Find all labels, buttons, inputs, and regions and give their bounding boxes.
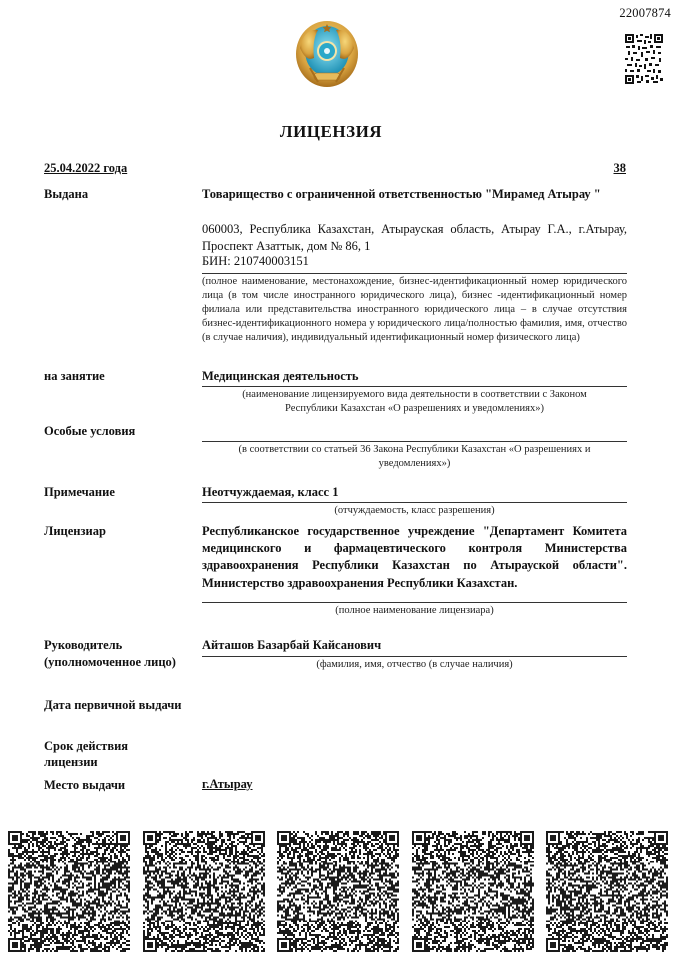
licensee-name: Товарищество с ограниченной ответственностью "Мирамед Атырау ": [202, 187, 601, 201]
page-title: ЛИЦЕНЗИЯ: [279, 122, 383, 141]
licensee-hint: (полное наименование, местонахождение, бизнес-идентификационный номер юридического лица (в том числе иностранного юридического лица), бизнес -идентификационный номер филиала или представительства иностранного юридического лица – в случае отсутствия бизнес-идентификационного номера у юридического лица/полностью фамилия, имя, отчество (в случае наличия), индивидуальный идентификационный номер физического лица): [202, 276, 627, 343]
special-conditions-label: Особые условия: [44, 424, 136, 438]
validity-label-line2: лицензии: [44, 755, 98, 769]
issue-date: 25.04.2022 года: [44, 161, 128, 175]
qr-code-1-icon: [8, 831, 130, 952]
licensee-bin: БИН: 210740003151: [202, 254, 309, 268]
note-label: Примечание: [44, 485, 115, 499]
licensee-address-line2: Проспект Азаттык, дом № 86, 1: [202, 239, 371, 253]
qr-code-2-icon: [143, 831, 265, 952]
divider: [202, 441, 627, 442]
head-label-line1: Руководитель: [44, 638, 123, 652]
qr-code-icon: [625, 34, 663, 84]
divider: [202, 386, 627, 387]
place-value: г.Атырау: [202, 777, 253, 791]
qr-code-4-icon: [412, 831, 534, 952]
licensor-label: Лицензиар: [44, 524, 106, 538]
head-label-line2: (уполномоченное лицо): [44, 655, 176, 669]
place-label: Место выдачи: [44, 778, 126, 792]
qr-code-5-icon: [546, 831, 668, 952]
validity-label-line1: Срок действия: [44, 739, 129, 753]
divider: [202, 656, 627, 657]
head-hint: (фамилия, имя, отчество (в случае наличия): [316, 659, 513, 670]
divider: [202, 602, 627, 603]
activity-label: на занятие: [44, 369, 105, 383]
licensee-address-line1: 060003, Республика Казахстан, Атырауская область, Атырау Г.А., г.Атырау,: [202, 222, 627, 236]
license-number: 38: [613, 161, 626, 175]
divider: [202, 273, 627, 274]
first-issue-date-label: Дата первичной выдачи: [44, 698, 182, 712]
document-number: 22007874: [619, 6, 671, 20]
issued-to-label: Выдана: [44, 187, 89, 201]
note-hint: (отчуждаемость, класс разрешения): [334, 505, 495, 516]
head-value: Айташов Базарбай Кайсанович: [202, 638, 382, 652]
qr-code-3-icon: [277, 831, 399, 952]
activity-hint: (наименование лицензируемого вида деятельности в соответствии с Законом Республики Казахстан «О разрешениях и уведомлениях»): [242, 389, 587, 414]
note-value: Неотчуждаемая, класс 1: [202, 485, 339, 499]
activity-value: Медицинская деятельность: [202, 369, 359, 383]
special-conditions-hint: (в соответствии со статьей 36 Закона Республики Казахстан «О разрешениях и уведомлениях»): [238, 444, 591, 469]
licensor-hint: (полное наименование лицензиара): [335, 605, 494, 616]
divider: [202, 502, 627, 503]
state-emblem-icon: [294, 18, 360, 90]
licensor-value: Республиканское государственное учреждение "Департамент Комитета медицинского и фармацевтического контроля Министерства здравоохранения Республики Казахстан по Атырауской области". Министерство здравоохранения Республики Казахстан.: [202, 524, 627, 590]
